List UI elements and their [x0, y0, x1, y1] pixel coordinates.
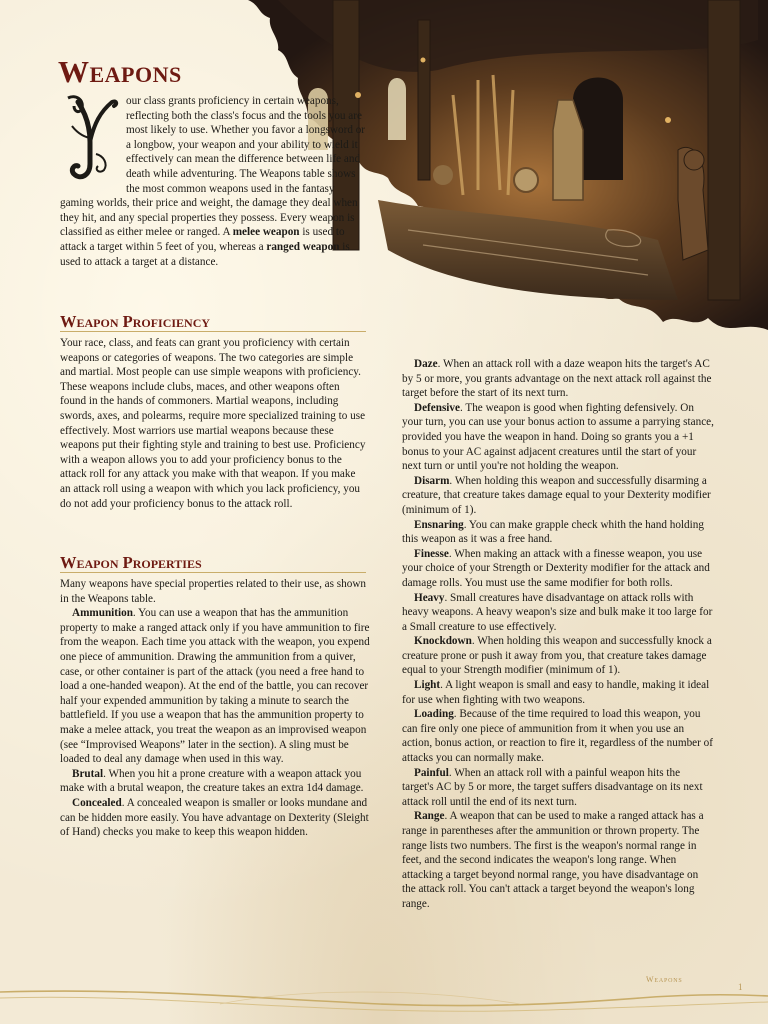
property-entry: [402, 634, 714, 678]
properties-list-left: [60, 606, 370, 840]
property-description: . Because of the time required to load this weapon, you can fire only one piece of ammunition from it when you use an action, bonus action, or reaction to fire it, regardless of the number of attacks you can normally make.: [402, 708, 713, 765]
property-entry: [402, 809, 714, 911]
property-term: Heavy: [414, 591, 445, 604]
properties-right-column: [402, 357, 714, 912]
property-term: Daze: [414, 358, 438, 370]
footer-ornament: [0, 958, 768, 1024]
property-term: Defensive: [414, 401, 460, 414]
property-description: . When you hit a prone creature with a weapon attack you make with a brutal weapon, the creature takes an extra 1d4 damage.: [60, 767, 364, 795]
page-title: Weapons: [58, 54, 182, 89]
intro-text-1: our class grants proficiency in certain weapons, reflecting both the class's focus and the tools you are most likely to use. Whether you favor a longsword or a longbow, your weapon and your ability to wield it effectively can mean the difference between life and death while adventuring. The Weapons table shows the most common weapons used in the fantasy gaming worlds, their price and weight, the damage they deal when they hit, and any special properties they possess. Every weapon is classified as either melee or ranged. A: [60, 95, 366, 239]
property-description: . The weapon is good when fighting defensively. On your turn, you can use your bonus action to assume a parrying stance, provided you have the weapon in hand. Doing so grants you a +1 bonus to your AC against adjacent creatures until the start of your next turn or until you're not holding the weapon.: [402, 401, 714, 473]
property-description: . When an attack roll with a painful weapon hits the target's AC by 5 or more, the target suffers disadvantage on its next attack roll until the end of its next turn.: [402, 766, 703, 808]
property-description: . You can use a weapon that has the ammunition property to make a ranged attack only if you have ammunition to fire from the weapon. Each time you attack with the weapon, you expend one piece of ammunition. Drawing the ammunition from a quiver, case, or other container is part of the attack (you need a free hand to load a one-handed weapon). At the end of the battle, you can recover half your expended ammunition by taking a minute to search the battlefield. If you use a weapon that has the ammunition property to make a melee attack, you treat the weapon as an improvised weapon (see “Improvised Weapons” later in the section). A sling must be loaded to deal any damage when used in this way.: [60, 607, 370, 766]
property-entry: [60, 606, 370, 767]
property-entry: [402, 591, 714, 635]
ranged-weapon-term: ranged weapon: [266, 240, 340, 253]
property-term: Ensnaring: [414, 518, 464, 531]
property-entry: [402, 547, 714, 591]
property-description: . A concealed weapon is smaller or looks mundane and can be hidden more easily. You have advantage on Dexterity (Sleight of Hand) checks you make to keep this weapon hidden.: [60, 796, 369, 839]
property-entry: [60, 796, 370, 840]
footer-section-label: Weapons: [646, 975, 683, 984]
page-number: 1: [738, 982, 743, 992]
property-term: Disarm: [414, 474, 450, 487]
heading-rule: [60, 572, 366, 573]
proficiency-section: [60, 336, 368, 511]
property-term: Painful: [414, 766, 449, 779]
property-entry: [402, 474, 714, 518]
property-entry: [402, 401, 714, 474]
heading-rule: [60, 331, 366, 332]
intro-text-3: is used to attack a target at a distance.: [60, 240, 350, 268]
property-term: Range: [414, 810, 445, 823]
properties-list-right: [402, 357, 714, 912]
ornate-dropcap-y: [60, 94, 120, 186]
property-term: Knockdown: [414, 635, 472, 648]
proficiency-text: Your race, class, and feats can grant you proficiency with certain weapons or categories of weapons. The two categories are simple and martial. Most people can use simple weapons with proficiency. These weapons include clubs, maces, and other weapons often found in the hands of commoners. Martial weapons, including swords, axes, and polearms, require more specialized training to use effectively. Most warriors use martial weapons because these weapons put their fighting style and training to best use. Proficiency with a weapon allows you to add your proficiency bonus to the attack roll for any attack you make with that weapon. If you make an attack roll using a weapon with which you lack proficiency, you do not add your proficiency bonus to the attack roll.: [60, 337, 366, 510]
property-description: . When making an attack with a finesse weapon, you use your choice of your Strength or Dexterity modifier for the attack and damage rolls. You must use the same modifier for both rolls.: [402, 547, 710, 589]
property-description: . When an attack roll with a daze weapon hits the target's AC by 5 or more, you grants advantage on the next attack roll against the target before the start of its next turn.: [402, 358, 712, 400]
property-description: . You can make grapple check whith the hand holding this weapon as it was a free hand.: [402, 518, 704, 546]
property-description: . Small creatures have disadvantage on attack rolls with heavy weapons. A heavy weapon's size and bulk make it too large for a Small creature to use effectively.: [402, 591, 713, 633]
melee-weapon-term: melee weapon: [232, 226, 300, 239]
properties-intro: Many weapons have special properties related to their use, as shown in the Weapons table.: [60, 578, 367, 605]
property-description: . A light weapon is small and easy to handle, making it ideal for use when fighting with two weapons.: [402, 679, 710, 706]
property-entry: [60, 767, 370, 796]
property-term: Concealed: [72, 796, 122, 809]
property-description: . When holding this weapon and successfully disarming a creature, that creature takes damage equal to your Dexterity modifier (minimum of 1).: [402, 474, 711, 516]
intro-text-2: is used to attack a target within 5 feet of you, whereas a: [60, 226, 345, 253]
intro-paragraph: [60, 94, 370, 269]
property-term: Finesse: [414, 547, 449, 560]
property-term: Loading: [414, 708, 454, 721]
heading-weapon-proficiency: Weapon Proficiency: [60, 312, 211, 331]
property-description: . When holding this weapon and successfully knock a creature prone or push it away from you, that creature takes damage equal to your Strength modifier (minimum of 1).: [402, 635, 712, 677]
property-entry: [402, 678, 714, 707]
property-term: Ammunition: [72, 607, 133, 620]
property-entry: [402, 518, 714, 547]
property-entry: [402, 357, 714, 401]
property-description: . A weapon that can be used to make a ranged attack has a range in parentheses after the ammunition or thrown property. The range lists two numbers. The first is the weapon's normal range in feet, and the second indicates the weapon's long range. When attacking a target beyond normal range, you have disadvantage on the attack roll. You can't attack a target beyond the weapon's long range.: [402, 810, 704, 910]
property-term: Light: [414, 679, 441, 692]
heading-weapon-properties: Weapon Properties: [60, 553, 202, 572]
properties-left-column: [60, 577, 370, 840]
property-entry: [402, 707, 714, 765]
property-term: Brutal: [72, 767, 104, 780]
property-entry: [402, 766, 714, 810]
